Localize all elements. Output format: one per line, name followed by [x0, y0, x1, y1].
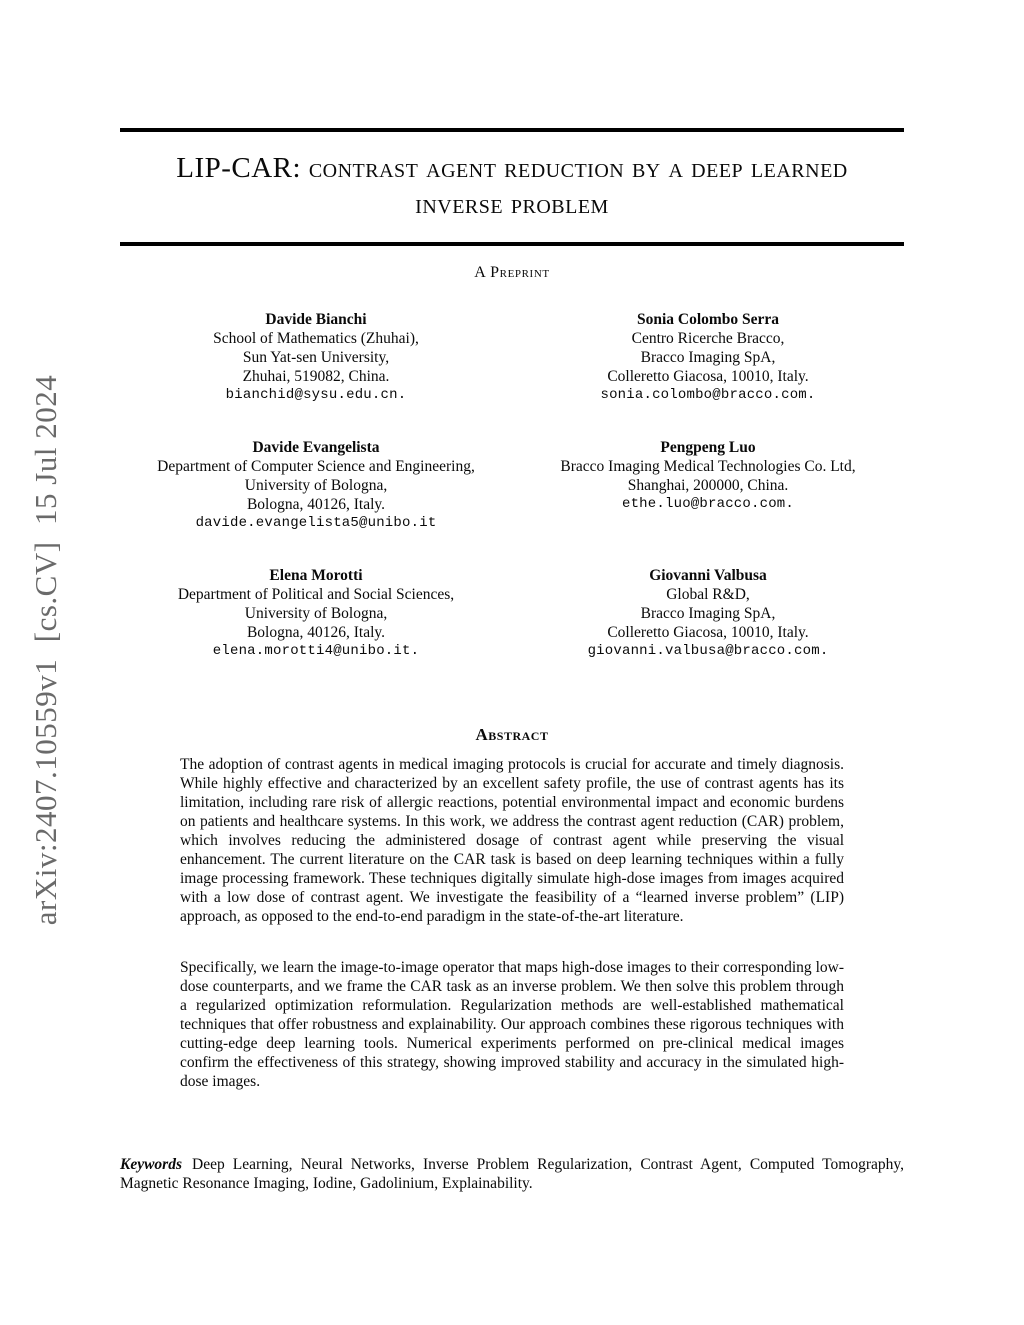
author-email: sonia.colombo@bracco.com.: [600, 387, 816, 403]
author-affiliation-line: Colleretto Giacosa, 10010, Italy.: [607, 368, 809, 385]
author-email: elena.morotti4@unibo.it.: [212, 643, 420, 659]
author-affiliation-line: Bologna, 40126, Italy.: [246, 496, 386, 513]
author-block-morotti: [120, 566, 512, 661]
author-name: Giovanni Valbusa: [649, 567, 767, 584]
author-affiliation-line: Centro Ricerche Bracco,: [631, 330, 785, 347]
arxiv-watermark: arXiv:2407.10559v1 [cs.CV] 15 Jul 2024: [28, 374, 63, 926]
author-name: Davide Evangelista: [252, 439, 380, 456]
author-block-evangelista: [120, 438, 512, 533]
preprint-label: A Preprint: [474, 264, 550, 281]
author-email: ethe.luo@bracco.com.: [621, 496, 795, 512]
paper-content: [120, 0, 904, 1193]
keywords-label: Keywords: [120, 1156, 182, 1173]
author-affiliation-line: University of Bologna,: [244, 477, 388, 494]
keywords-text: Deep Learning, Neural Networks, Inverse Problem Regularization, Contrast Agent, Computed Tomography, Magnetic Resonance Imaging, Iodine, Gadolinium, Explainability.: [120, 1156, 904, 1192]
author-name: Elena Morotti: [269, 567, 363, 584]
author-email: davide.evangelista5@unibo.it: [195, 515, 437, 531]
abstract-heading: Abstract: [475, 725, 549, 744]
paper-title-line2: inverse problem: [415, 188, 609, 220]
author-affiliation-line: Bracco Imaging Medical Technologies Co. Ltd,: [560, 458, 856, 475]
title-rule-bottom: [120, 242, 904, 246]
author-affiliation-line: Zhuhai, 519082, China.: [242, 368, 390, 385]
author-affiliation-line: Bologna, 40126, Italy.: [246, 624, 386, 641]
keywords-section: [120, 1155, 904, 1193]
paper-title: [120, 150, 904, 222]
abstract-paragraph-2: Specifically, we learn the image-to-image operator that maps high-dose images to their corresponding low-dose counterparts, and we frame the CAR task as an inverse problem. We then solve this problem through a regularized optimization reformulation. Regularization methods are well-established mathematical techniques that offer robustness and explainability. Our approach combines these rigorous techniques with cutting-edge deep learning tools. Numerical experiments performed on pre-clinical medical images confirm the effectiveness of this strategy, showing improved stability and accuracy in the simulated high-dose images.: [180, 959, 844, 1090]
abstract-body: [180, 755, 844, 1091]
author-affiliation-line: Colleretto Giacosa, 10010, Italy.: [607, 624, 809, 641]
title-rule-top: [120, 128, 904, 132]
author-name: Pengpeng Luo: [660, 439, 756, 456]
paper-title-line1: LIP-CAR: contrast agent reduction by a deep learned: [176, 152, 848, 184]
author-grid: [120, 310, 904, 661]
author-block-serra: [512, 310, 904, 405]
author-affiliation-line: Global R&D,: [666, 586, 750, 603]
author-affiliation-line: Shanghai, 200000, China.: [627, 477, 789, 494]
author-name: Davide Bianchi: [265, 311, 367, 328]
author-affiliation-line: Bracco Imaging SpA,: [640, 605, 776, 622]
author-block-luo: [512, 438, 904, 533]
author-affiliation-line: Sun Yat-sen University,: [242, 349, 390, 366]
author-name: Sonia Colombo Serra: [636, 311, 780, 328]
author-affiliation-line: Bracco Imaging SpA,: [640, 349, 776, 366]
abstract-paragraph-1: The adoption of contrast agents in medical imaging protocols is crucial for accurate and timely diagnosis. While highly effective and characterized by an excellent safety profile, the use of contrast agents has its limitation, including rare risk of allergic reactions, potential environmental impact and economic burdens on patients and healthcare systems. In this work, we address the contrast agent reduction (CAR) problem, which involves reducing the administered dosage of contrast agent while preserving the visual enhancement. The current literature on the CAR task is based on deep learning techniques within a fully image processing framework. These techniques digitally simulate high-dose images from images acquired with a low dose of contrast agent. We investigate the feasibility of a “learned inverse problem” (LIP) approach, as opposed to the end-to-end paradigm in the state-of-the-art literature.: [180, 756, 844, 925]
author-email: giovanni.valbusa@bracco.com.: [587, 643, 829, 659]
author-email: bianchid@sysu.edu.cn.: [225, 387, 407, 403]
author-affiliation-line: Department of Political and Social Sciences,: [177, 586, 455, 603]
author-block-bianchi: [120, 310, 512, 405]
author-affiliation-line: Department of Computer Science and Engineering,: [157, 458, 475, 475]
author-affiliation-line: University of Bologna,: [244, 605, 388, 622]
author-block-valbusa: [512, 566, 904, 661]
author-affiliation-line: School of Mathematics (Zhuhai),: [213, 330, 419, 347]
